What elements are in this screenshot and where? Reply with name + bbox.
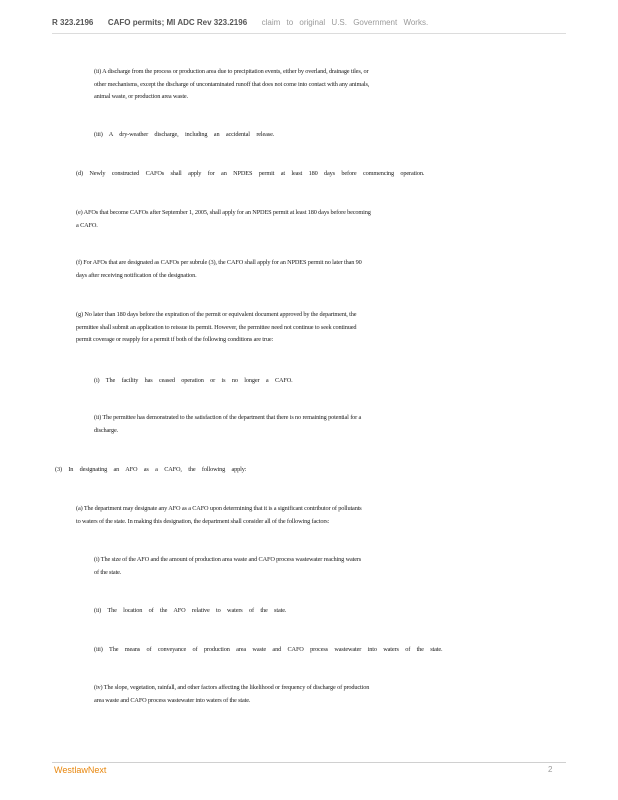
header-citation: R 323.2196 [52, 18, 94, 27]
header-claim: claim to original U.S. Government Works. [261, 18, 429, 27]
paragraph-e [76, 207, 404, 232]
header-overlap-text: CAFO permits; MI ADC Rev 323.2196 [107, 18, 248, 27]
text-line: other mechanisms, except the discharge of uncontaminated runoff that does not come into contact with any animals, [94, 80, 370, 88]
text-line: (i) The facility has ceased operation or is no longer a CAFO. [94, 377, 293, 384]
paragraph-3-a-iv [94, 682, 406, 707]
text-line: (ii) A discharge from the process or production area due to precipitation events, either by overland, drainage tiles, or [94, 68, 369, 75]
paragraph-a-iii [94, 129, 274, 142]
paragraph-g-i [94, 375, 293, 388]
text-line: to waters of the state. In making this designation, the department shall consider all of the following factors: [76, 517, 330, 525]
paragraph-3-a-ii [94, 605, 286, 618]
text-line: days after receiving notification of the designation. [76, 271, 197, 279]
logo-text: WestlawNext [54, 765, 107, 775]
text-line: (iii) A dry-weather discharge, including an accidental release. [94, 131, 275, 138]
page-header [52, 17, 592, 31]
footer-divider [52, 762, 566, 763]
paragraph-d [76, 168, 424, 181]
paragraph-3-a-i [94, 554, 389, 579]
text-line: (ii) The location of the AFO relative to waters of the state. [94, 607, 287, 614]
text-line: of the state. [94, 568, 122, 576]
text-line: (ii) The permittee has demonstrated to the satisfaction of the department that there is no remaining potential for a [94, 414, 362, 421]
text-line: (iv) The slope, vegetation, rainfall, and other factors affecting the likelihood or frequency of discharge of production [94, 684, 370, 691]
paragraph-a-ii [94, 66, 416, 104]
text-line: permit coverage or reapply for a permit if both of the following conditions are true: [76, 336, 274, 343]
text-line: (a) The department may designate any AFO as a CAFO upon determining that it is a significant contributor of pollutants [76, 505, 362, 512]
text-line: area waste and CAFO process wastewater into waters of the state. [94, 696, 251, 704]
text-line: discharge. [94, 426, 119, 434]
text-line: (e) AFOs that become CAFOs after September 1, 2005, shall apply for an NPDES permit at least 180 days before becoming [76, 209, 371, 216]
text-line: (iii) The means of conveyance of production area waste and CAFO process wastewater into waters of the state. [94, 646, 443, 653]
paragraph-3-a [76, 503, 501, 528]
text-line: (g) No later than 180 days before the expiration of the permit or equivalent document approved by the department, the [76, 311, 357, 318]
paragraph-g-ii [94, 412, 394, 437]
text-line: (d) Newly constructed CAFOs shall apply for an NPDES permit at least 180 days before commencing operation. [76, 170, 425, 177]
paragraph-g [76, 309, 406, 347]
text-line: permittee shall submit an application to reissue its permit. However, the permittee need not continue to seek continued [76, 323, 357, 331]
text-line: (3) In designating an AFO as a CAFO, the following apply: [55, 466, 247, 473]
paragraph-rule-3 [55, 464, 246, 477]
page-number: 2 [548, 765, 553, 774]
text-line: (f) For AFOs that are designated as CAFOs per subrule (3), the CAFO shall apply for an NPDES permit no later than 90 [76, 259, 362, 266]
header-divider [52, 33, 566, 34]
paragraph-f [76, 257, 386, 282]
text-line: (i) The size of the AFO and the amount of production area waste and CAFO process wastewater reaching waters [94, 556, 362, 563]
text-line: a CAFO. [76, 221, 98, 229]
westlaw-next-logo [54, 764, 106, 776]
text-line: animal waste, or production area waste. [94, 93, 188, 100]
paragraph-3-a-iii [94, 644, 442, 657]
